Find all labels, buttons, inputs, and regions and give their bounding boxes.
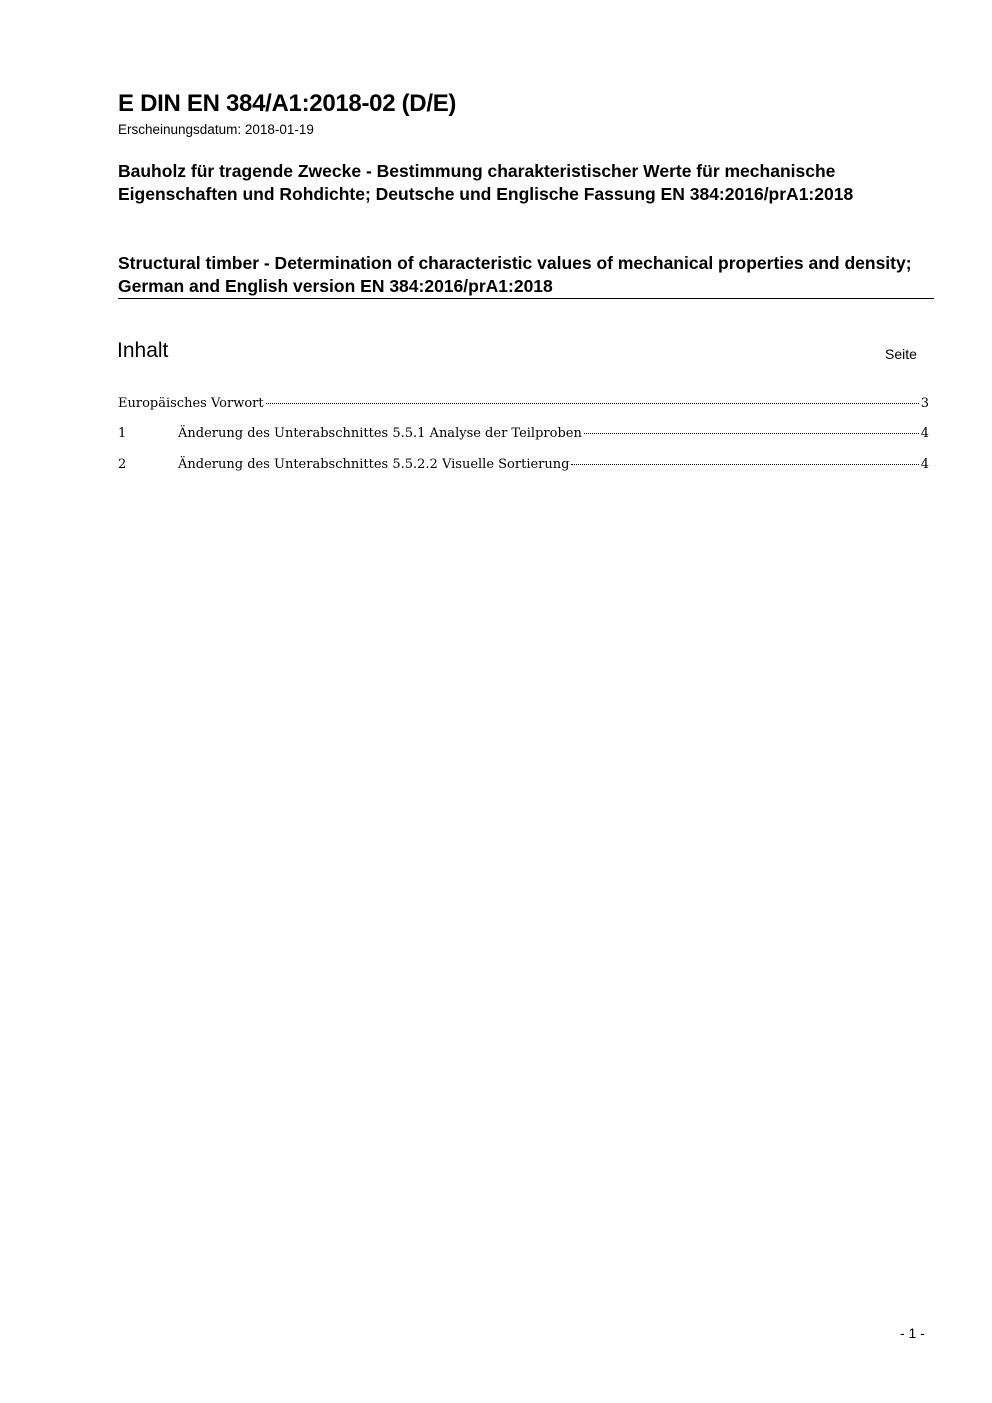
toc-entry-number: 2 xyxy=(118,457,127,472)
page-number-footer: - 1 - xyxy=(900,1325,925,1341)
document-id-title: E DIN EN 384/A1:2018-02 (D/E) xyxy=(118,90,457,117)
title-german: Bauholz für tragende Zwecke - Bestimmung charakteristischer Werte für mechanische Eigenschaften und Rohdichte; Deutsche und Englische Fassung EN 384:2016/prA1:2018 xyxy=(118,161,854,204)
toc-leader-dots xyxy=(584,433,919,434)
toc-entry-title: Europäisches Vorwort xyxy=(118,396,264,411)
toc-entry-title: Änderung des Unterabschnittes 5.5.1 Analyse der Teilproben xyxy=(178,426,582,441)
toc-entry-page: 3 xyxy=(920,396,929,411)
publication-date: Erscheinungsdatum: 2018-01-19 xyxy=(118,122,314,137)
toc-heading: Inhalt xyxy=(117,339,169,362)
toc-page-column-label: Seite xyxy=(885,346,917,362)
toc-entry-1[interactable] xyxy=(118,426,929,446)
toc-entry-2[interactable] xyxy=(118,457,929,477)
toc-entry-page: 4 xyxy=(920,457,929,472)
toc-entry-number: 1 xyxy=(118,426,127,441)
toc-entry-title: Änderung des Unterabschnittes 5.5.2.2 Visuelle Sortierung xyxy=(178,457,570,472)
toc-entry-page: 4 xyxy=(920,426,929,441)
toc-leader-dots xyxy=(571,464,918,465)
toc-entry-foreword[interactable] xyxy=(118,396,929,416)
toc-leader-dots xyxy=(266,403,919,404)
title-divider xyxy=(118,298,934,299)
title-english: Structural timber - Determination of characteristic values of mechanical properties and density; German and English version EN 384:2016/prA1:2018 xyxy=(118,253,912,296)
